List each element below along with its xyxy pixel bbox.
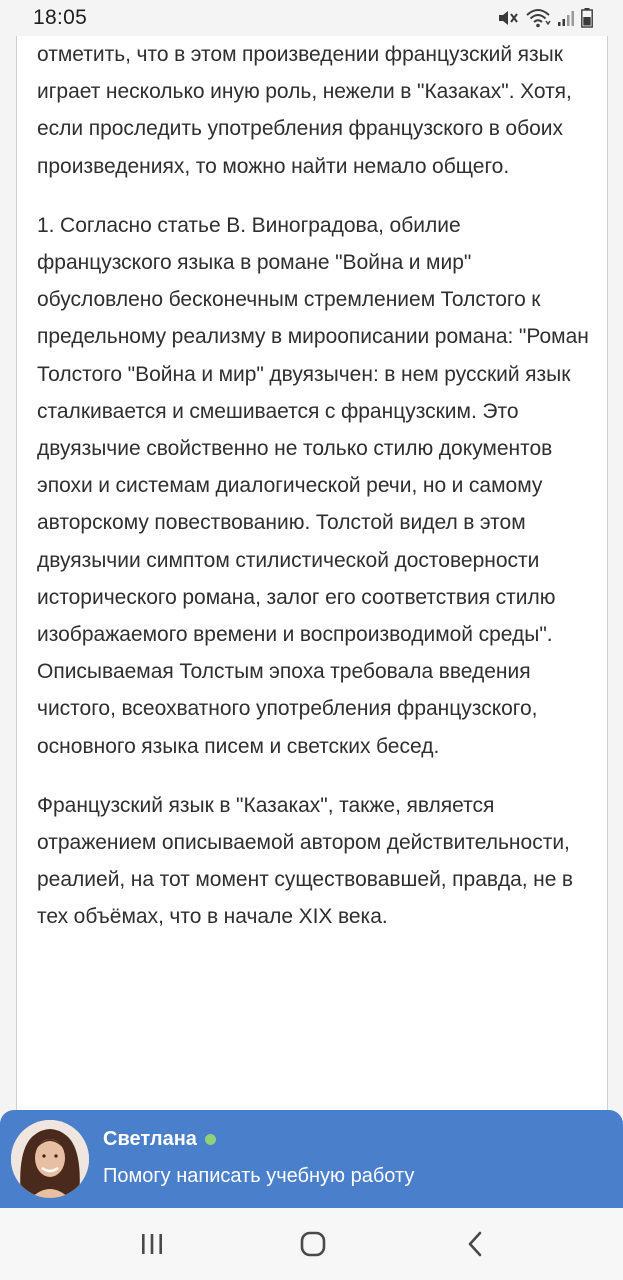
online-status-icon (205, 1134, 216, 1145)
signal-icon (557, 9, 575, 27)
status-time: 18:05 (33, 6, 88, 29)
article-paragraph-2: 1. Согласно статье В. Виноградова, обилие французского языка в романе "Война и мир" обусловлено бесконечным стремлением Толстого к предельному реализму в мироописании романа: "Роман Толстого "Война и мир" двуязычен: в нем русский язык сталкивается и смешивается с французским. Это двуязычие свойственно не только стилю документов эпохи и системам диалогической речи, но и самому авторскому повествованию. Толстой видел в этом двуязычии симптом стилистической достоверности исторического романа, залог его соответствия стилю изображаемого времени и воспроизводимой среды". Описываемая Толстым эпоха требовала введения чистого, всеохватного употребления французского, основного языка писем и светских бесед. (37, 213, 589, 758)
home-button[interactable] (291, 1222, 335, 1266)
promo-subtitle: Помогу написать учебную работу (103, 1165, 415, 1187)
navigation-bar (0, 1208, 623, 1280)
status-icons (497, 8, 593, 28)
wifi-icon (525, 8, 551, 28)
battery-icon (581, 8, 593, 28)
home-icon (299, 1230, 327, 1258)
article-body (37, 36, 597, 958)
back-button[interactable] (453, 1222, 497, 1266)
avatar (11, 1120, 89, 1198)
article-paragraph-1: отметить, что в этом произведении французский язык играет несколько иную роль, нежели в "Казаках". Хотя, если проследить употребления французского в обоих произведениях, то можно найти немало общего. (37, 43, 572, 178)
recent-apps-icon (139, 1232, 165, 1256)
tutor-promo-banner[interactable] (0, 1110, 623, 1208)
article-paragraph-3: Французский язык в "Казаках", также, является отражением описываемой автором действительности, реалией, на тот момент существовавшей, правда, не в тех объёмах, что в начале XIX века. (37, 793, 574, 929)
status-bar (0, 0, 623, 36)
article-card (16, 36, 608, 1126)
promo-name-row (103, 1128, 216, 1151)
promo-name: Светлана (103, 1128, 197, 1150)
mute-icon (497, 9, 519, 27)
recent-apps-button[interactable] (130, 1222, 174, 1266)
back-icon (465, 1230, 485, 1258)
